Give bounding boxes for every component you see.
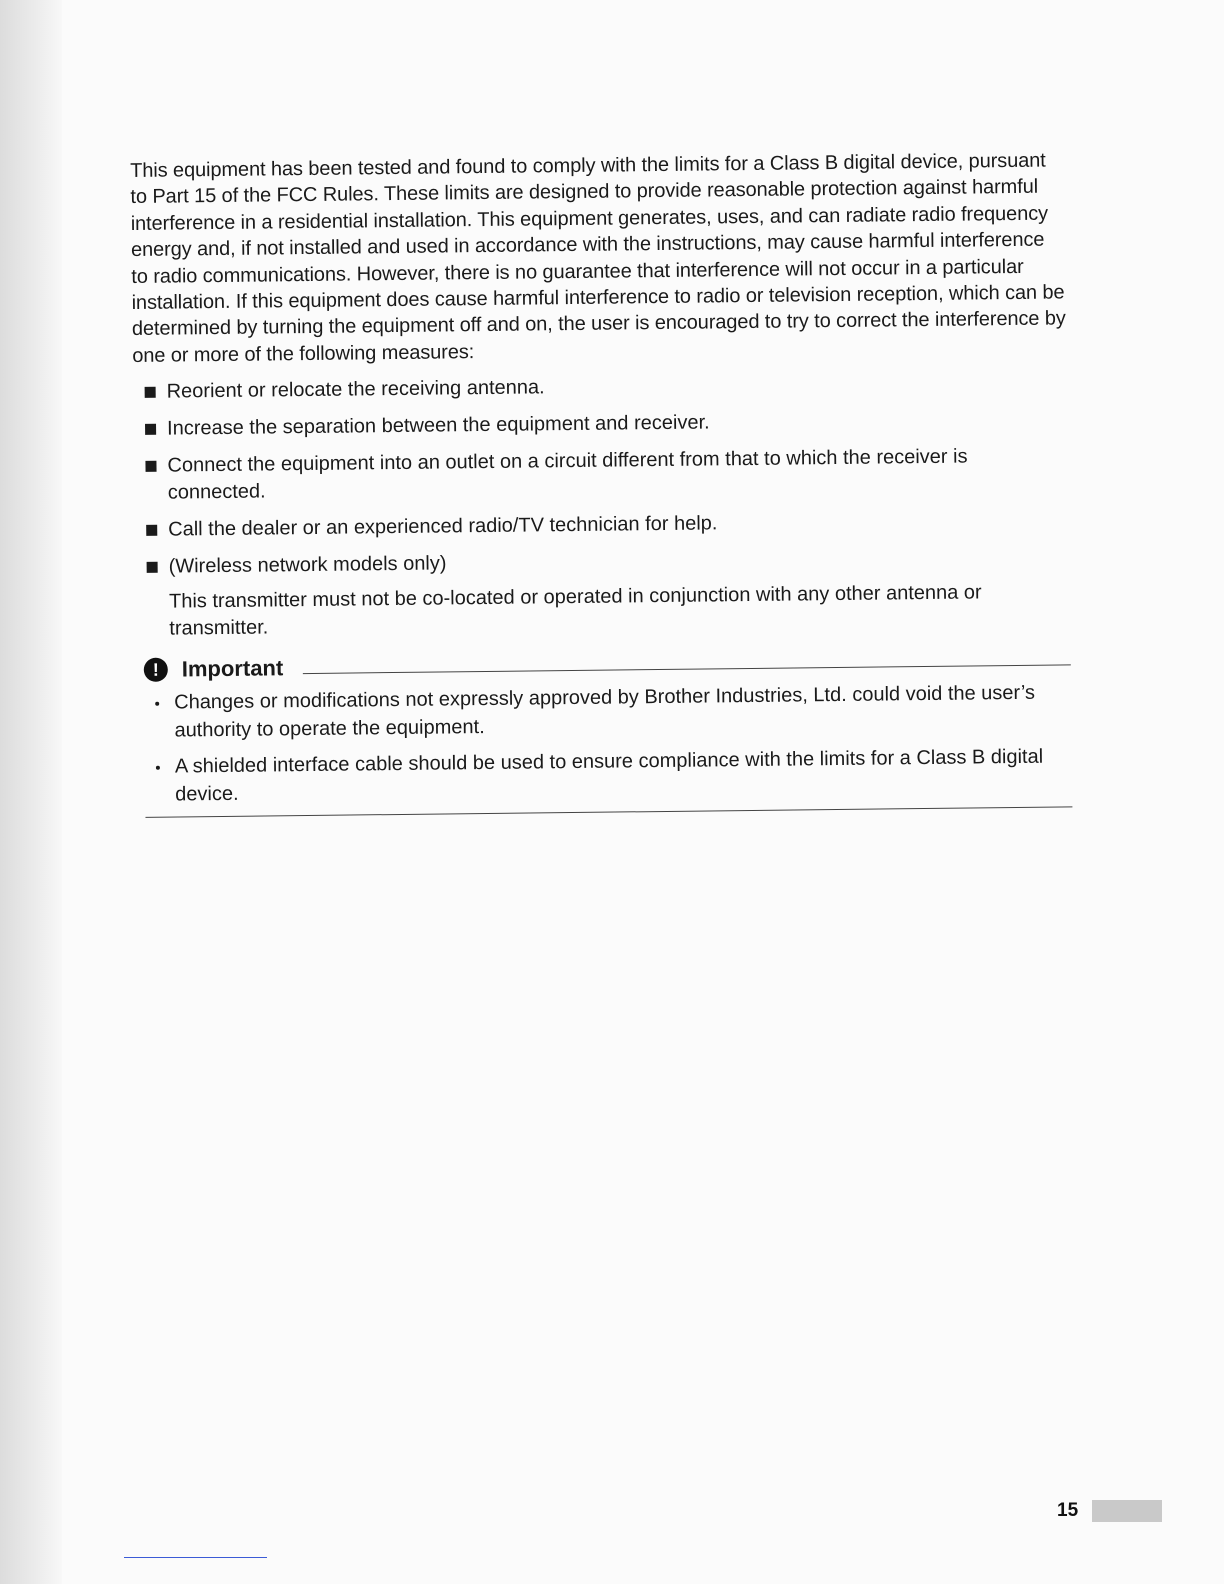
note-text: A shielded interface cable should be used to ensure compliance with the limits for a Class B digital device. bbox=[174, 745, 1044, 806]
important-notice bbox=[144, 645, 1073, 819]
footer-line bbox=[124, 1557, 267, 1558]
notice-bottom-divider bbox=[145, 807, 1072, 819]
list-item bbox=[134, 507, 1069, 545]
square-bullet-icon bbox=[145, 424, 156, 435]
list-item bbox=[144, 679, 1072, 746]
page-content bbox=[130, 147, 1072, 818]
list-item bbox=[133, 443, 1069, 508]
list-item-subtext: This transmitter must not be co-located or operated in conjunction with any other antenna or transmitter. bbox=[168, 581, 982, 640]
square-bullet-icon bbox=[145, 387, 156, 398]
dot-bullet-icon bbox=[156, 766, 160, 770]
header-divider bbox=[303, 664, 1071, 674]
list-item-text: Call the dealer or an experienced radio/TV technician for help. bbox=[168, 512, 718, 541]
list-item-text: (Wireless network models only) bbox=[168, 552, 447, 578]
important-title: Important bbox=[181, 655, 284, 682]
list-item-text: Connect the equipment into an outlet on a circuit different from that to which the receiver is connected. bbox=[167, 445, 968, 504]
page-tab-marker bbox=[1092, 1500, 1162, 1522]
fcc-compliance-paragraph: This equipment has been tested and found to comply with the limits for a Class B digital device, pursuant to Part 15 of the FCC Rules. These limits are designed to provide reasonable protection against harmful interference in a residential installation. This equipment generates, uses, and can radiate radio frequency energy and, if not installed and used in accordance with the instructions, may cause harmful interference to radio communications. However, there is no guarantee that interference will not occur in a particular installation. If this equipment does cause harmful interference to radio or television reception, which can be determined by turning the equipment off and on, the user is encouraged to try to correct the interference by one or more of the following measures: bbox=[130, 149, 1066, 367]
list-item bbox=[133, 369, 1068, 407]
list-item bbox=[145, 743, 1073, 810]
square-bullet-icon bbox=[147, 562, 158, 573]
important-header bbox=[144, 645, 1071, 686]
square-bullet-icon bbox=[145, 461, 156, 472]
note-text: Changes or modifications not expressly approved by Brother Industries, Ltd. could void the user’s authority to operate the equipment. bbox=[174, 682, 1036, 742]
list-item-text: Reorient or relocate the receiving antenna. bbox=[166, 376, 545, 403]
page-number: 15 bbox=[1057, 1500, 1079, 1521]
interference-measures-list bbox=[133, 369, 1071, 644]
dot-bullet-icon bbox=[155, 702, 159, 706]
page-gutter-shadow bbox=[0, 0, 62, 1584]
list-item bbox=[134, 544, 1070, 644]
exclamation-icon: ! bbox=[144, 658, 168, 682]
important-notes-list bbox=[144, 679, 1072, 810]
list-item bbox=[133, 406, 1068, 444]
list-item-text: Increase the separation between the equipment and receiver. bbox=[166, 411, 710, 440]
square-bullet-icon bbox=[146, 525, 157, 536]
